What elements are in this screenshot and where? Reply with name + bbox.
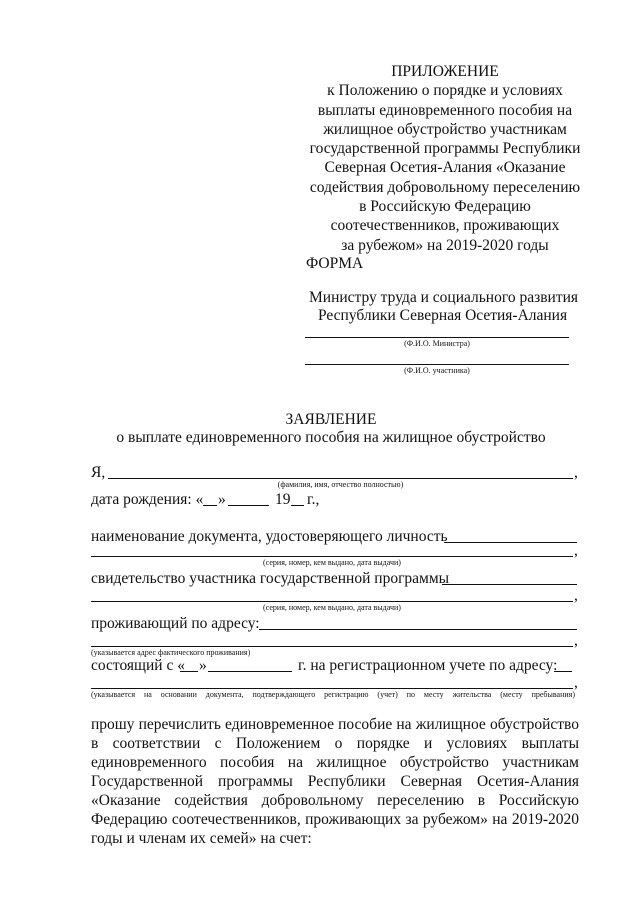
statement-title: ЗАЯВЛЕНИЕ xyxy=(285,411,377,428)
registered-comma: , xyxy=(574,674,578,691)
registered-prefix: состоящий с « xyxy=(91,657,185,674)
statement-subtitle: о выплате единовременного пособия на жилищное обустройство xyxy=(116,429,546,446)
birth-month-field[interactable] xyxy=(228,505,269,506)
id-doc-comma: , xyxy=(574,542,578,559)
appendix-line: соотечественников, проживающих xyxy=(330,217,560,235)
certificate-label: свидетельство участника государственной программы xyxy=(91,570,450,587)
address-field-2[interactable] xyxy=(91,646,573,647)
registered-month-year-field[interactable] xyxy=(208,671,292,672)
birth-mid: » xyxy=(218,491,226,508)
address-field-1[interactable] xyxy=(259,629,577,630)
address-caption: (указывается адрес фактического проживания) xyxy=(91,648,251,657)
certificate-field-2[interactable] xyxy=(91,601,573,602)
full-name-field[interactable] xyxy=(108,478,573,479)
id-doc-field-1[interactable] xyxy=(444,542,577,543)
body-paragraph: прошу перечислить единовременное пособие на жилищное обустройство в соответствии с Положением о порядке и условиях выплаты единовременного пособия на жилищное обустройство участникам Государственной программы Республики Северная Осетия-Алания «Оказание содействия добровольному переселению в Российскую Федерацию соотечественников, проживающих за рубежом» на 2019-2020 годы и членам их семей» на счет: xyxy=(91,716,579,847)
birth-suffix: г., xyxy=(307,491,320,508)
addressee-line-2: Республики Северная Осетия-Алания xyxy=(318,307,568,324)
birth-prefix: дата рождения: « xyxy=(91,491,204,508)
certificate-caption: (серия, номер, кем выдано, дата выдачи) xyxy=(263,603,401,612)
address-comma: , xyxy=(574,632,578,649)
appendix-line: Северная Осетия-Алания «Оказание xyxy=(324,159,566,177)
minister-name-field[interactable] xyxy=(305,337,569,338)
birth-year-field[interactable] xyxy=(291,505,304,506)
registered-day-field[interactable] xyxy=(180,671,198,672)
minister-caption: (Ф.И.О. Министра) xyxy=(404,339,470,348)
full-name-caption: (фамилия, имя, отчество полностью) xyxy=(277,480,404,489)
i-comma: , xyxy=(574,464,578,481)
appendix-line: к Положению о порядке и условиях xyxy=(327,82,563,100)
form-label: ФОРМА xyxy=(306,255,364,272)
certificate-field-1[interactable] xyxy=(442,584,577,585)
registered-address-field-1[interactable] xyxy=(554,671,572,672)
addressee-line-1: Министру труда и социального развития xyxy=(309,289,579,306)
registered-address-field-2[interactable] xyxy=(91,688,573,689)
appendix-line: жилищное обустройство участникам xyxy=(323,120,567,138)
appendix-line: выплаты единовременного пособия на xyxy=(317,101,573,119)
appendix-block xyxy=(300,62,590,255)
appendix-line: в Российскую Федерацию xyxy=(359,198,531,216)
certificate-comma: , xyxy=(574,587,578,604)
registered-mid: » xyxy=(199,657,207,674)
registered-suffix: г. на регистрационном учете по адресу: xyxy=(298,657,558,674)
birth-day-field[interactable] xyxy=(203,505,217,506)
appendix-line: государственной программы Республики xyxy=(309,140,581,158)
birth-year-prefix: 19 xyxy=(275,491,291,508)
appendix-line: за рубежом» на 2019-2020 годы xyxy=(341,236,549,254)
participant-name-field[interactable] xyxy=(305,364,569,365)
participant-caption: (Ф.И.О. участника) xyxy=(404,366,470,375)
i-label: Я, xyxy=(91,464,106,481)
appendix-title: ПРИЛОЖЕНИЕ xyxy=(391,63,499,80)
id-doc-caption: (серия, номер, кем выдано, дата выдачи) xyxy=(263,558,401,567)
appendix-line: содействия добровольному переселению xyxy=(309,178,581,196)
id-doc-label: наименование документа, удостоверяющего личность xyxy=(91,528,448,545)
registered-caption: (указывается на основании документа, подтверждающего регистрацию (учет) по месту жительства (месту пребывания) xyxy=(91,690,575,699)
id-doc-field-2[interactable] xyxy=(91,556,573,557)
address-label: проживающий по адресу: xyxy=(91,615,260,632)
